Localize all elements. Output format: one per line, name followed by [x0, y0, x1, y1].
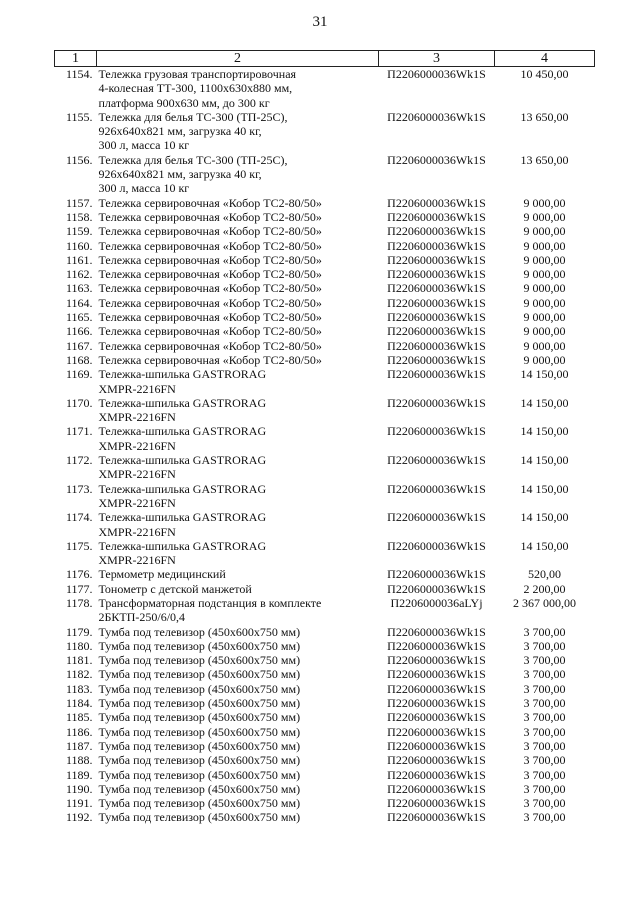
item-name	[97, 353, 379, 367]
row-number: 1170.	[65, 395, 93, 410]
item-code: П2206000036Wk1S	[387, 567, 486, 582]
item-code: П2206000036Wk1S	[387, 453, 486, 468]
table-row	[55, 567, 595, 581]
header-col-2: 2	[97, 51, 379, 67]
item-price: 3 700,00	[523, 738, 566, 753]
row-number: 1186.	[65, 724, 93, 739]
item-name-line: Тележка-шпилька GASTRORAG	[98, 510, 267, 525]
item-name-line: Тонометр с детской манжетой	[98, 581, 252, 596]
table-row	[55, 667, 595, 681]
table-row	[55, 239, 595, 253]
row-number: 1177.	[65, 581, 93, 596]
row-number: 1178.	[65, 595, 93, 610]
item-price: 3 700,00	[523, 810, 566, 825]
table-row	[55, 682, 595, 696]
item-name-line: Тележка сервировочная «Кобор ТС2-80/50»	[98, 324, 322, 339]
item-name	[97, 482, 379, 511]
table-row	[55, 768, 595, 782]
table-row	[55, 396, 595, 425]
table-row	[55, 424, 595, 453]
item-name	[97, 153, 379, 196]
row-number: 1181.	[65, 653, 93, 668]
item-name-line: Тележка-шпилька GASTRORAG	[98, 395, 267, 410]
item-price: 3 700,00	[523, 638, 566, 653]
item-name-line: Тележка-шпилька GASTRORAG	[98, 538, 267, 553]
item-code: П2206000036Wk1S	[387, 238, 486, 253]
item-name-line: 2БКТП-250/6/0,4	[98, 610, 186, 625]
item-name-line: Тумба под телевизор (450х600х750 мм)	[98, 753, 301, 768]
item-price: 3 700,00	[523, 624, 566, 639]
item-code: П2206000036Wk1S	[387, 252, 486, 267]
row-number: 1179.	[65, 624, 93, 639]
item-code: П2206000036Wk1S	[387, 638, 486, 653]
table-row	[55, 324, 595, 338]
item-price: 10 450,00	[520, 67, 569, 81]
item-code: П2206000036Wk1S	[387, 367, 486, 382]
item-name-line: Тележка-шпилька GASTRORAG	[98, 424, 267, 439]
row-number: 1174.	[65, 510, 93, 525]
item-code: П2206000036Wk1S	[387, 510, 486, 525]
header-col-1: 1	[55, 51, 97, 67]
item-code: П2206000036Wk1S	[387, 310, 486, 325]
item-name-line: Тумба под телевизор (450х600х750 мм)	[98, 781, 301, 796]
item-price: 3 700,00	[523, 724, 566, 739]
table-row	[55, 339, 595, 353]
table-row	[55, 153, 595, 196]
item-name	[97, 67, 379, 110]
item-name-line: Тумба под телевизор (450х600х750 мм)	[98, 767, 301, 782]
item-name	[97, 653, 379, 667]
item-name-line: XMPR-2216FN	[98, 410, 176, 425]
item-name-line: XMPR-2216FN	[98, 524, 176, 539]
table-body	[55, 67, 595, 825]
item-name-line: XMPR-2216FN	[98, 553, 176, 568]
item-name-line: 300 л, масса 10 кг	[98, 138, 190, 153]
item-name	[97, 639, 379, 653]
item-name	[97, 582, 379, 596]
table-row	[55, 196, 595, 210]
row-number: 1184.	[65, 696, 93, 711]
item-code: П2206000036Wk1S	[387, 653, 486, 668]
item-price: 2 200,00	[523, 581, 566, 596]
item-code: П2206000036Wk1S	[387, 395, 486, 410]
item-name	[97, 539, 379, 568]
page-number: 31	[312, 14, 328, 30]
item-name-line: платформа 900х630 мм, до 300 кг	[98, 95, 270, 110]
item-name	[97, 239, 379, 253]
item-name-line: Тумба под телевизор (450х600х750 мм)	[98, 724, 301, 739]
item-code: П2206000036Wk1S	[387, 67, 486, 81]
item-name-line: Тележка-шпилька GASTRORAG	[98, 481, 267, 496]
item-name-line: 926х640х821 мм, загрузка 40 кг,	[98, 167, 262, 182]
item-name-line: Тумба под телевизор (450х600х750 мм)	[98, 624, 301, 639]
item-name	[97, 739, 379, 753]
item-name	[97, 510, 379, 539]
item-code: П2206000036Wk1S	[387, 209, 486, 224]
item-price: 9 000,00	[523, 295, 566, 310]
table-row	[55, 639, 595, 653]
item-code: П2206000036Wk1S	[387, 696, 486, 711]
row-number: 1162.	[65, 267, 93, 282]
item-code: П2206000036Wk1S	[387, 796, 486, 811]
item-name-line: Тележка сервировочная «Кобор ТС2-80/50»	[98, 209, 322, 224]
row-number: 1188.	[65, 753, 93, 768]
item-name	[97, 796, 379, 810]
row-number: 1190.	[65, 781, 93, 796]
item-code: П2206000036Wk1S	[387, 224, 486, 239]
item-name-line: Тумба под телевизор (450х600х750 мм)	[98, 696, 301, 711]
row-number: 1167.	[65, 338, 93, 353]
item-price: 9 000,00	[523, 352, 566, 367]
item-name-line: Тележка сервировочная «Кобор ТС2-80/50»	[98, 238, 322, 253]
item-name	[97, 725, 379, 739]
table-row	[55, 596, 595, 625]
item-price: 14 150,00	[520, 538, 569, 553]
item-code: П2206000036Wk1S	[387, 109, 486, 124]
item-price: 520,00	[528, 567, 561, 582]
row-number: 1155.	[65, 109, 93, 124]
item-code: П2206000036Wk1S	[387, 581, 486, 596]
header-col-3: 3	[379, 51, 495, 67]
row-number: 1164.	[65, 295, 93, 310]
item-name-line: Тумба под телевизор (450х600х750 мм)	[98, 638, 301, 653]
item-code: П2206000036Wk1S	[387, 538, 486, 553]
item-name	[97, 768, 379, 782]
item-price: 3 700,00	[523, 653, 566, 668]
item-name	[97, 310, 379, 324]
item-name-line: Трансформаторная подстанция в комплекте	[98, 595, 322, 610]
item-name	[97, 682, 379, 696]
item-name	[97, 667, 379, 681]
item-price: 9 000,00	[523, 209, 566, 224]
item-name-line: Тележка грузовая транспортировочная	[98, 67, 297, 81]
table-row	[55, 539, 595, 568]
item-name-line: Тележка сервировочная «Кобор ТС2-80/50»	[98, 352, 322, 367]
table-row	[55, 267, 595, 281]
row-number: 1163.	[65, 281, 93, 296]
header-col-4: 4	[495, 51, 595, 67]
item-name-line: Тележка для белья ТС-300 (ТП-25С),	[98, 152, 288, 167]
table-row	[55, 482, 595, 511]
row-number: 1157.	[65, 195, 93, 210]
item-code: П2206000036Wk1S	[387, 667, 486, 682]
row-number: 1173.	[65, 481, 93, 496]
item-name-line: Тележка сервировочная «Кобор ТС2-80/50»	[98, 195, 322, 210]
item-name	[97, 210, 379, 224]
item-name	[97, 367, 379, 396]
item-name	[97, 424, 379, 453]
table-row	[55, 710, 595, 724]
row-number: 1169.	[65, 367, 93, 382]
row-number: 1160.	[65, 238, 93, 253]
item-name-line: Тележка-шпилька GASTRORAG	[98, 453, 267, 468]
table-row	[55, 796, 595, 810]
item-code: П2206000036Wk1S	[387, 424, 486, 439]
row-number: 1158.	[65, 209, 93, 224]
item-name-line: Тележка сервировочная «Кобор ТС2-80/50»	[98, 252, 322, 267]
item-name-line: Тумба под телевизор (450х600х750 мм)	[98, 810, 301, 825]
item-price: 2 367 000,00	[513, 595, 576, 610]
item-name	[97, 196, 379, 210]
item-name-line: Тележка сервировочная «Кобор ТС2-80/50»	[98, 267, 322, 282]
row-number: 1161.	[65, 252, 93, 267]
item-code: П2206000036Wk1S	[387, 195, 486, 210]
row-number: 1189.	[65, 767, 93, 782]
item-name	[97, 596, 379, 625]
table-row	[55, 353, 595, 367]
item-code: П2206000036Wk1S	[387, 281, 486, 296]
table-row	[55, 310, 595, 324]
item-price: 9 000,00	[523, 310, 566, 325]
table-row	[55, 296, 595, 310]
table-row	[55, 810, 595, 824]
item-price: 9 000,00	[523, 195, 566, 210]
table-row	[55, 653, 595, 667]
item-name-line: Тележка сервировочная «Кобор ТС2-80/50»	[98, 310, 322, 325]
item-name-line: Тележка-шпилька GASTRORAG	[98, 367, 267, 382]
item-name	[97, 224, 379, 238]
item-price: 14 150,00	[520, 424, 569, 439]
item-name-line: Тележка сервировочная «Кобор ТС2-80/50»	[98, 281, 322, 296]
item-price: 3 700,00	[523, 753, 566, 768]
item-code: П2206000036Wk1S	[387, 753, 486, 768]
table-row	[55, 725, 595, 739]
row-number: 1180.	[65, 638, 93, 653]
item-price: 14 150,00	[520, 510, 569, 525]
item-price: 3 700,00	[523, 796, 566, 811]
item-name-line: XMPR-2216FN	[98, 381, 176, 396]
table-row	[55, 510, 595, 539]
item-code: П2206000036Wk1S	[387, 481, 486, 496]
row-number: 1175.	[65, 538, 93, 553]
item-name-line: XMPR-2216FN	[98, 495, 176, 510]
item-name	[97, 281, 379, 295]
item-price: 9 000,00	[523, 252, 566, 267]
item-code: П2206000036Wk1S	[387, 738, 486, 753]
row-number: 1168.	[65, 352, 93, 367]
row-number: 1176.	[65, 567, 93, 582]
item-name	[97, 696, 379, 710]
item-code: П2206000036Wk1S	[387, 781, 486, 796]
row-number: 1185.	[65, 710, 93, 725]
item-price: 3 700,00	[523, 781, 566, 796]
item-name	[97, 110, 379, 153]
item-name	[97, 782, 379, 796]
row-number: 1159.	[65, 224, 93, 239]
item-name-line: XMPR-2216FN	[98, 467, 176, 482]
table-row	[55, 696, 595, 710]
item-name-line: Тележка для белья ТС-300 (ТП-25С),	[98, 109, 288, 124]
item-price: 14 150,00	[520, 367, 569, 382]
item-name-line: Тумба под телевизор (450х600х750 мм)	[98, 681, 301, 696]
item-price: 13 650,00	[520, 152, 569, 167]
item-name-line: XMPR-2216FN	[98, 438, 176, 453]
item-price: 14 150,00	[520, 453, 569, 468]
table-row	[55, 210, 595, 224]
table-row	[55, 253, 595, 267]
item-code: П2206000036Wk1S	[387, 338, 486, 353]
item-name-line: 4-колесная ТТ-300, 1100х630х880 мм,	[98, 81, 293, 96]
row-number: 1191.	[65, 796, 93, 811]
item-price: 9 000,00	[523, 224, 566, 239]
item-name	[97, 453, 379, 482]
item-code: П2206000036Wk1S	[387, 152, 486, 167]
table-row	[55, 281, 595, 295]
item-code: П2206000036Wk1S	[387, 681, 486, 696]
item-name-line: Тележка сервировочная «Кобор ТС2-80/50»	[98, 295, 322, 310]
item-price: 9 000,00	[523, 324, 566, 339]
item-code: П2206000036Wk1S	[387, 724, 486, 739]
table-row	[55, 453, 595, 482]
item-price: 9 000,00	[523, 281, 566, 296]
item-name	[97, 710, 379, 724]
row-number: 1187.	[65, 738, 93, 753]
item-name-line: 300 л, масса 10 кг	[98, 181, 190, 196]
item-price: 9 000,00	[523, 338, 566, 353]
item-name	[97, 396, 379, 425]
row-number: 1172.	[65, 453, 93, 468]
table-row	[55, 67, 595, 110]
item-price: 3 700,00	[523, 767, 566, 782]
item-name	[97, 296, 379, 310]
item-name-line: Тумба под телевизор (450х600х750 мм)	[98, 710, 301, 725]
item-code: П2206000036Wk1S	[387, 267, 486, 282]
item-code: П2206000036aLYj	[390, 595, 483, 610]
item-code: П2206000036Wk1S	[387, 767, 486, 782]
item-price: 3 700,00	[523, 710, 566, 725]
items-table	[54, 50, 595, 825]
item-code: П2206000036Wk1S	[387, 295, 486, 310]
row-number: 1165.	[65, 310, 93, 325]
item-price: 14 150,00	[520, 395, 569, 410]
item-code: П2206000036Wk1S	[387, 624, 486, 639]
row-number: 1182.	[65, 667, 93, 682]
table-row	[55, 782, 595, 796]
item-code: П2206000036Wk1S	[387, 352, 486, 367]
item-name-line: Тумба под телевизор (450х600х750 мм)	[98, 738, 301, 753]
item-name-line: Тумба под телевизор (450х600х750 мм)	[98, 796, 301, 811]
row-number: 1192.	[65, 810, 93, 825]
table-row	[55, 625, 595, 639]
item-name	[97, 339, 379, 353]
row-number: 1156.	[65, 152, 93, 167]
item-price: 3 700,00	[523, 696, 566, 711]
item-name-line: Термометр медицинский	[98, 567, 226, 582]
item-price: 14 150,00	[520, 481, 569, 496]
item-name-line: Тележка сервировочная «Кобор ТС2-80/50»	[98, 338, 322, 353]
table-row	[55, 582, 595, 596]
item-code: П2206000036Wk1S	[387, 810, 486, 825]
item-name	[97, 753, 379, 767]
item-name	[97, 567, 379, 581]
row-number: 1171.	[65, 424, 93, 439]
item-code: П2206000036Wk1S	[387, 324, 486, 339]
row-number: 1166.	[65, 324, 93, 339]
item-name	[97, 267, 379, 281]
item-name-line: Тележка сервировочная «Кобор ТС2-80/50»	[98, 224, 322, 239]
row-number: 1154.	[65, 67, 93, 81]
item-price: 3 700,00	[523, 681, 566, 696]
table-row	[55, 224, 595, 238]
item-name-line: Тумба под телевизор (450х600х750 мм)	[98, 653, 301, 668]
table-row	[55, 367, 595, 396]
item-name-line: 926х640х821 мм, загрузка 40 кг,	[98, 124, 262, 139]
item-name	[97, 810, 379, 824]
table-header	[55, 51, 595, 67]
table-row	[55, 110, 595, 153]
item-price: 13 650,00	[520, 109, 569, 124]
item-name-line: Тумба под телевизор (450х600х750 мм)	[98, 667, 301, 682]
item-name	[97, 324, 379, 338]
item-price: 9 000,00	[523, 267, 566, 282]
row-number: 1183.	[65, 681, 93, 696]
item-name	[97, 625, 379, 639]
item-name	[97, 253, 379, 267]
table-row	[55, 753, 595, 767]
item-price: 3 700,00	[523, 667, 566, 682]
table-row	[55, 739, 595, 753]
item-price: 9 000,00	[523, 238, 566, 253]
item-code: П2206000036Wk1S	[387, 710, 486, 725]
